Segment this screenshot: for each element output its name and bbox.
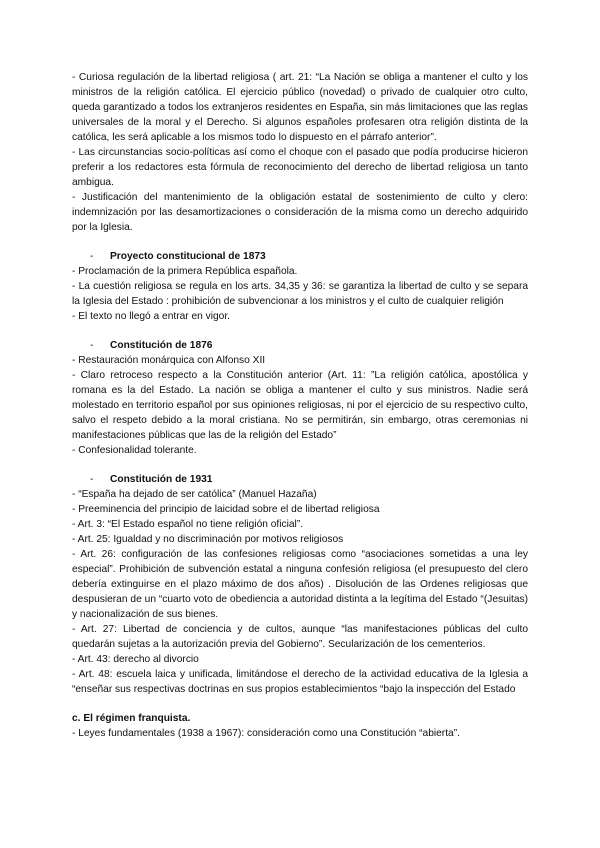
paragraph: - Las circunstancias socio-políticas así como el choque con el pasado que podía producirse hicieron preferir a los redactores esta fórmula de reconocimiento del derecho de libertad religiosa un tanto ambigua. — [72, 147, 528, 188]
paragraph: - Art. 26: configuración de las confesiones religiosas como “asociaciones sometidas a una ley especial”. Prohibición de subvención estatal a ninguna confesión religiosa (el presupuesto del clero debería extinguirse en el plazo máximo de dos años) . Disolución de las Ordenes religiosas que despusieran de un “cuarto voto de obediencia a autoridad distinta a la legítima del Estado “(Jesuitas) y nacionalización de sus bienes. — [72, 549, 528, 620]
section-heading-1876 — [72, 338, 528, 353]
paragraph: - Proclamación de la primera República española. — [72, 266, 298, 277]
paragraph: - Art. 48: escuela laica y unificada, limitándose el derecho de la actividad educativa de la Iglesia a “enseñar sus respectivas doctrinas en sus propios establecimientos “bajo la inspección del Estado — [72, 669, 528, 695]
paragraph: - Claro retroceso respecto a la Constitución anterior (Art. 11: ”La religión católica, apostólica y romana es la del Estado. La nación se obliga a mantener el culto y sus ministros. Nadie será molestado en territorio español por sus opiniones religiosas, ni por el ejercicio de su respectivo culto, salvo el respeto debido a la moral cristiana. No se permitirán, sin embargo, otras ceremonias ni manifestaciones públicas que las de la religión del Estado” — [72, 370, 528, 441]
section-heading-franquista: c. El régimen franquista. — [72, 713, 191, 724]
spacer — [72, 697, 528, 711]
section-title: Proyecto constitucional de 1873 — [110, 251, 266, 262]
paragraph: - Art. 27: Libertad de conciencia y de cultos, aunque “las manifestaciones públicas del culto quedarán sujetas a la autorización previa del Gobierno”. Secularización de los cementerios. — [72, 624, 528, 650]
paragraph: - Art. 3: “El Estado español no tiene religión oficial”. — [72, 519, 304, 530]
bullet-dash: - — [90, 474, 94, 485]
bullet-dash: - — [90, 251, 94, 262]
paragraph: - Leyes fundamentales (1938 a 1967): consideración como una Constitución “abierta”. — [72, 728, 460, 739]
section-heading-1931 — [72, 472, 528, 487]
paragraph: - Confesionalidad tolerante. — [72, 445, 197, 456]
paragraph: - Art. 25: Igualdad y no discriminación por motivos religiosos — [72, 534, 344, 545]
section-title: Constitución de 1931 — [110, 474, 213, 485]
section-title: Constitución de 1876 — [110, 340, 213, 351]
section-heading-1873 — [72, 249, 528, 264]
paragraph: - El texto no llegó a entrar en vigor. — [72, 311, 230, 322]
bullet-dash: - — [90, 340, 94, 351]
paragraph: - Restauración monárquica con Alfonso XII — [72, 355, 266, 366]
paragraph: - Curiosa regulación de la libertad religiosa ( art. 21: “La Nación se obliga a mantener el culto y los ministros de la religión católica. El ejercicio público (novedad) o privado de cualquier otro culto, queda garantizado a todos los extranjeros residentes en España, sin más limitaciones que las reglas universales de la moral y el Derecho. Si algunos españoles profesaren otra religión distinta de la católica, les será aplicable a los mismos todo lo dispuesto en el párrafo anterior”. — [72, 72, 528, 143]
paragraph: - Preeminencia del principio de laicidad sobre el de libertad religiosa — [72, 504, 380, 515]
document-page — [72, 70, 528, 741]
paragraph: - Art. 43: derecho al divorcio — [72, 654, 199, 665]
paragraph: - “España ha dejado de ser católica” (Manuel Hazaña) — [72, 489, 317, 500]
paragraph: - La cuestión religiosa se regula en los arts. 34,35 y 36: se garantiza la libertad de culto y se separa la Iglesia del Estado : prohibición de subvencionar a los ministros y el culto de cualquier religión — [72, 281, 528, 307]
paragraph: - Justificación del mantenimiento de la obligación estatal de sostenimiento de culto y clero: indemnización por las desamortizaciones o consideración de la misma como un derecho adquirido por la Iglesia. — [72, 192, 528, 233]
